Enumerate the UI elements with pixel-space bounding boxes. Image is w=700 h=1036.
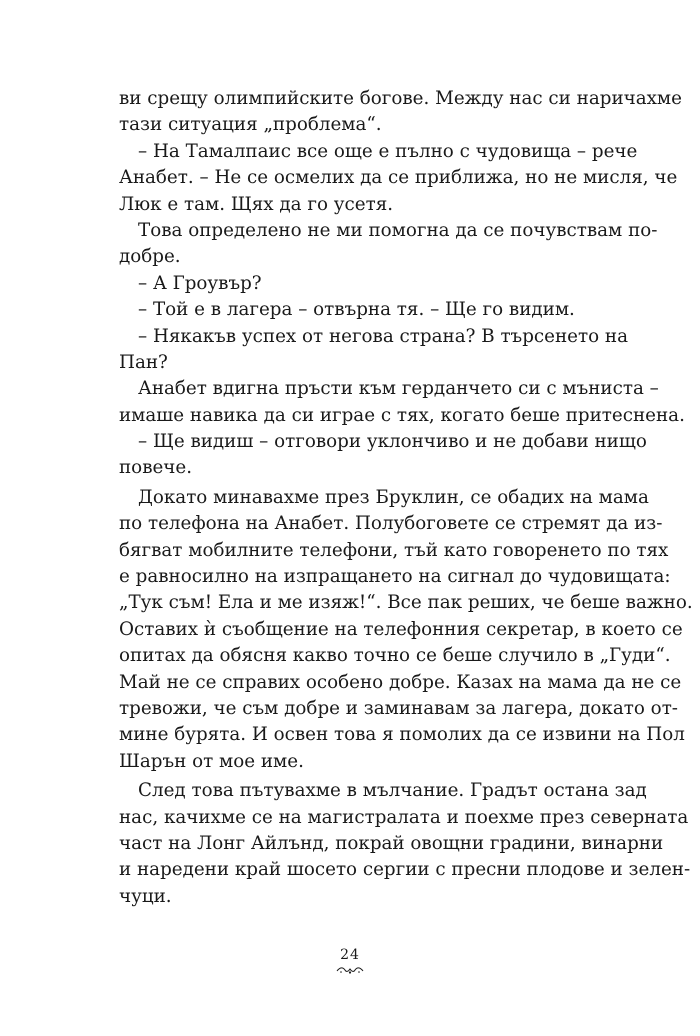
text-line: – Ще видиш – отговори уклончиво и не добави нищо	[138, 431, 647, 453]
text-line: бягват мобилните телефони, тъй като говоренето по тях	[119, 539, 669, 561]
text-line: тревожи, че съм добре и заминавам за лагера, докато от-	[119, 697, 678, 719]
text-line: Анабет. – Не се осмелих да се приближа, но не мисля, че	[119, 167, 678, 189]
text-line: е равносилно на изпращането на сигнал до чудовищата:	[119, 566, 671, 588]
text-line: Пан?	[119, 351, 168, 373]
folio	[0, 947, 700, 975]
text-line: Това определено не ми помогна да се почувствам по-	[138, 219, 658, 241]
text-line: чуци.	[119, 885, 172, 907]
body-text	[119, 86, 693, 910]
text-line: ви срещу олимпийските богове. Между нас си наричахме	[119, 88, 682, 109]
text-line: – Някакъв успех от негова страна? В търсенето на	[138, 325, 628, 347]
text-line: Оставих ѝ съобщение на телефонния секретар, в което се	[119, 618, 683, 640]
text-line: мине бурята. И освен това я помолих да се извини на Пол	[119, 724, 685, 746]
text-line: тази ситуация „проблема“.	[119, 114, 382, 136]
text-line: – На Тамалпаис все още е пълно с чудовища – рече	[138, 140, 638, 162]
text-line: – А Гроувър?	[138, 272, 262, 294]
text-line: нас, качихме се на магистралата и поехме през северната	[119, 806, 689, 828]
text-line: част на Лонг Айлънд, покрай овощни градини, винарни	[119, 832, 664, 854]
text-line: – Той е в лагера – отвърна тя. – Ще го видим.	[138, 299, 575, 321]
text-line: имаше навика да си играе с тях, когато беше притеснена.	[119, 404, 685, 426]
text-line: Докато минавахме през Бруклин, се обадих на мама	[138, 486, 649, 508]
text-line: повече.	[119, 457, 193, 479]
text-line: опитах да обясня какво точно се беше случило в „Гуди“.	[119, 645, 671, 667]
text-line: Люк е там. Щях да го усетя.	[119, 193, 394, 215]
text-line: „Тук съм! Ела и ме изяж!“. Все пак реших, че беше важно.	[119, 592, 693, 614]
page-number: 24	[340, 947, 360, 963]
text-line: Шарън от мое име.	[119, 750, 304, 772]
text-line: по телефона на Анабет. Полубоговете се стремят да из-	[119, 513, 663, 535]
text-line: добре.	[119, 246, 181, 268]
text-line: Анабет вдигна пръсти към герданчето си с мъниста –	[138, 378, 659, 400]
text-line: След това пътувахме в мълчание. Градът остана зад	[138, 780, 647, 802]
text-line: и наредени край шосето сергии с пресни плодове и зелен-	[119, 859, 691, 881]
flourish-ornament-icon	[335, 965, 365, 975]
text-line: Май не се справих особено добре. Казах на мама да не се	[119, 671, 682, 693]
